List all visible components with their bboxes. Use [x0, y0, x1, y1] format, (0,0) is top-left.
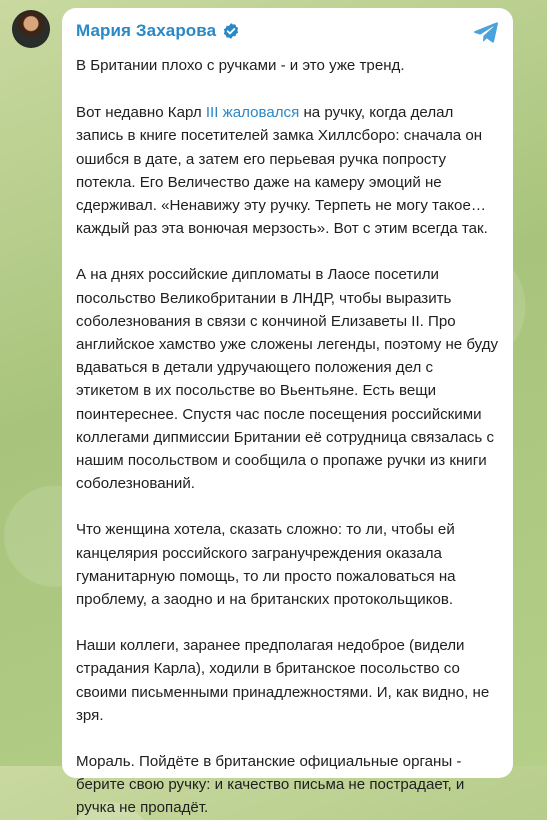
message-text — [76, 54, 499, 820]
paragraph-charles — [76, 101, 499, 240]
paragraph-charles-start: Вот недавно Карл — [76, 104, 206, 122]
telegram-share-icon[interactable] — [473, 20, 499, 44]
paragraph-colleagues: Наши коллеги, заранее предполагая недоброе (видели страдания Карла), ходили в британское посольство со своими письменными принадлежностями. И, как видно, не зря. — [76, 637, 490, 724]
paragraph-moral: Мораль. Пойдёте в британские официальные органы - берите свою ручку: и качество письма не пострадает, и ручка не пропадёт. — [76, 753, 465, 817]
author-name[interactable]: Мария Захарова — [76, 21, 217, 40]
paragraph-laos: А на днях российские дипломаты в Лаосе посетили посольство Великобритании в ЛНДР, чтобы выразить соболезнования в связи с кончиной Елизаветы II. Про английское хамство уже сложены легенды, поэтому не буду вдаваться в детали удручающего положения дел с этикетом в их посольстве во Вьентьяне. Есть вещи поинтереснее. Спустя час после посещения российскими коллегами дипмиссии Британии её сотрудница связалась с нашим посольством и сообщила о пропаже ручки из книги соболезнований. — [76, 266, 499, 493]
charles-complained-link[interactable]: III жаловался — [205, 104, 300, 122]
author-avatar[interactable] — [12, 10, 50, 48]
verified-badge-icon — [222, 22, 240, 40]
paragraph-woman: Что женщина хотела, сказать сложно: то ли, чтобы ей канцелярия российского загранучреждения оказала гуманитарную помощь, то ли просто пожаловаться на проблему, а заодно и на британских протокольщиков. — [76, 521, 456, 609]
paragraph-charles-end: на ручку, когда делал запись в книге посетителей замка Хиллсборо: сначала он ошибся в дате, а затем его перьевая ручка попросту потекла. Его Величество даже на камеру эмоций не сдерживал. «Ненавижу эту ручку. Терпеть не могу такое… каждый раз эта вонючая мерзость». Вот с этим всегда так. — [76, 104, 488, 238]
message-bubble — [62, 8, 513, 817]
message-header — [76, 18, 499, 44]
paragraph-intro: В Британии плохо с ручками - и это уже тренд. — [76, 57, 405, 74]
